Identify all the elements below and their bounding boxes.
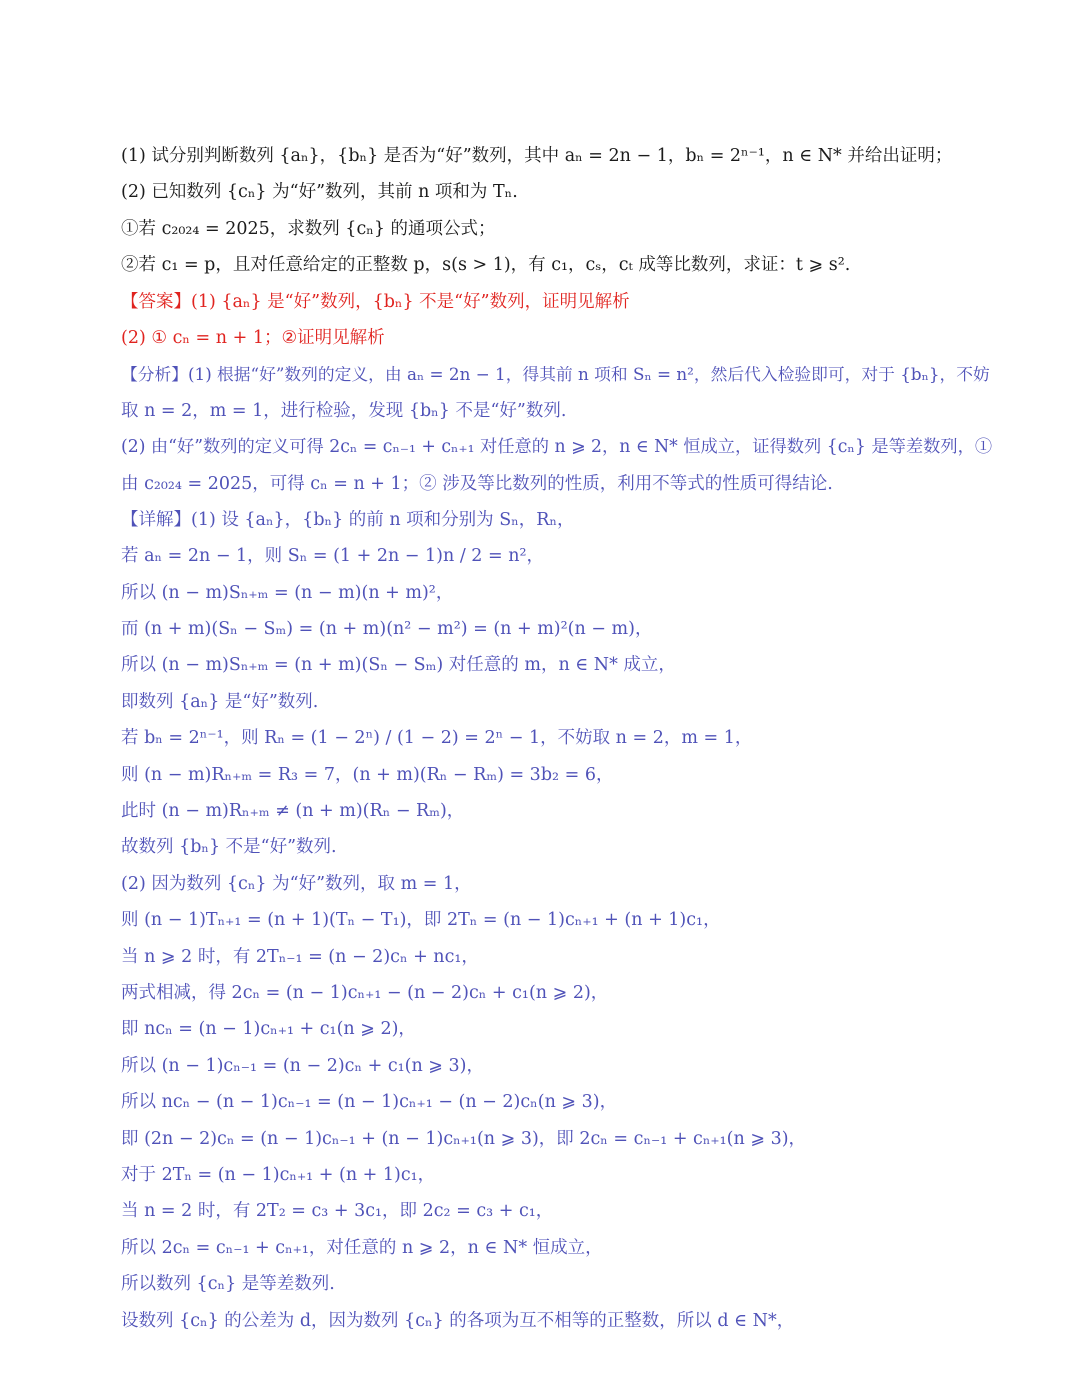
solution-line: 设数列 {cₙ} 的公差为 d，因为数列 {cₙ} 的各项为互不相等的正整数，所以 d ∈ N*， bbox=[121, 1310, 795, 1331]
analysis-line: 【分析】(1) 根据“好”数列的定义，由 aₙ = 2n − 1，得其前 n 项和 Sₙ = n²，然后代入检验即可，对于 {bₙ}，不妨 bbox=[121, 364, 990, 385]
solution-line: 当 n ⩾ 2 时，有 2Tₙ₋₁ = (n − 2)cₙ + nc₁， bbox=[121, 946, 479, 967]
solution-line: 所以 (n − 1)cₙ₋₁ = (n − 2)cₙ + c₁(n ⩾ 3)， bbox=[121, 1055, 484, 1076]
solution-line: 所以 (n − m)Sₙ₊ₘ = (n − m)(n + m)²， bbox=[121, 582, 454, 603]
solution-line: 若 aₙ = 2n − 1，则 Sₙ = (1 + 2n − 1)n / 2 = n²， bbox=[121, 546, 544, 567]
analysis-line: 取 n = 2，m = 1，进行检验，发现 {bₙ} 不是“好”数列. bbox=[121, 400, 567, 421]
answer-line: 【答案】(1) {aₙ} 是“好”数列，{bₙ} 不是“好”数列，证明见解析 bbox=[121, 291, 630, 312]
solution-line: 此时 (n − m)Rₙ₊ₘ ≠ (n + m)(Rₙ − Rₘ)， bbox=[121, 801, 465, 822]
solution-line: 则 (n − 1)Tₙ₊₁ = (n + 1)(Tₙ − T₁)，即 2Tₙ = (n − 1)cₙ₊₁ + (n + 1)c₁， bbox=[121, 910, 721, 931]
question-line: ①若 c₂₀₂₄ = 2025，求数列 {cₙ} 的通项公式； bbox=[121, 218, 496, 239]
solution-line: 当 n = 2 时，有 2T₂ = c₃ + 3c₁，即 2c₂ = c₃ + c₁， bbox=[121, 1201, 554, 1222]
analysis-line: 由 c₂₀₂₄ = 2025，可得 cₙ = n + 1；② 涉及等比数列的性质，利用不等式的性质可得结论. bbox=[121, 473, 833, 494]
question-line: (2) 已知数列 {cₙ} 为“好”数列，其前 n 项和为 Tₙ. bbox=[121, 182, 518, 203]
solution-line: 即 ncₙ = (n − 1)cₙ₊₁ + c₁(n ⩾ 2)， bbox=[121, 1019, 416, 1040]
question-line: ②若 c₁ = p，且对任意给定的正整数 p，s(s > 1)，有 c₁，cₛ，cₜ 成等比数列，求证：t ⩾ s². bbox=[121, 255, 851, 276]
question-line: (1) 试分别判断数列 {aₙ}，{bₙ} 是否为“好”数列，其中 aₙ = 2n − 1，bₙ = 2ⁿ⁻¹，n ∈ N* 并给出证明； bbox=[121, 146, 953, 166]
problem-content bbox=[121, 138, 1001, 1339]
solution-line: 所以 2cₙ = cₙ₋₁ + cₙ₊₁，对任意的 n ⩾ 2，n ∈ N* 恒成立， bbox=[121, 1237, 603, 1258]
solution-line: 两式相减，得 2cₙ = (n − 1)cₙ₊₁ − (n − 2)cₙ + c₁(n ⩾ 2)， bbox=[121, 982, 609, 1003]
solution-line: 所以数列 {cₙ} 是等差数列. bbox=[121, 1274, 335, 1295]
solution-line: 所以 (n − m)Sₙ₊ₘ = (n + m)(Sₙ − Sₘ) 对任意的 m，n ∈ N* 成立， bbox=[121, 655, 676, 676]
solution-line: 若 bₙ = 2ⁿ⁻¹，则 Rₙ = (1 − 2ⁿ) / (1 − 2) = 2ⁿ − 1，不妨取 n = 2，m = 1， bbox=[121, 728, 753, 749]
solution-line: (2) 因为数列 {cₙ} 为“好”数列，取 m = 1， bbox=[121, 873, 472, 894]
solution-line: 【详解】(1) 设 {aₙ}，{bₙ} 的前 n 项和分别为 Sₙ，Rₙ， bbox=[121, 509, 575, 530]
solution-line: 故数列 {bₙ} 不是“好”数列. bbox=[121, 837, 337, 858]
solution-line: 所以 ncₙ − (n − 1)cₙ₋₁ = (n − 1)cₙ₊₁ − (n − 2)cₙ(n ⩾ 3)， bbox=[121, 1092, 618, 1113]
analysis-line: (2) 由“好”数列的定义可得 2cₙ = cₙ₋₁ + cₙ₊₁ 对任意的 n ⩾ 2，n ∈ N* 恒成立，证得数列 {cₙ} 是等差数列，① bbox=[121, 437, 993, 458]
solution-line: 对于 2Tₙ = (n − 1)cₙ₊₁ + (n + 1)c₁， bbox=[121, 1164, 436, 1185]
solution-line: 即 (2n − 2)cₙ = (n − 1)cₙ₋₁ + (n − 1)cₙ₊₁(n ⩾ 3)，即 2cₙ = cₙ₋₁ + cₙ₊₁(n ⩾ 3)， bbox=[121, 1128, 807, 1149]
solution-line: 而 (n + m)(Sₙ − Sₘ) = (n + m)(n² − m²) = (n + m)²(n − m)， bbox=[121, 619, 653, 640]
answer-line: (2) ① cₙ = n + 1；②证明见解析 bbox=[121, 327, 385, 348]
solution-line: 则 (n − m)Rₙ₊ₘ = R₃ = 7，(n + m)(Rₙ − Rₘ) = 3b₂ = 6， bbox=[121, 764, 614, 785]
solution-line: 即数列 {aₙ} 是“好”数列. bbox=[121, 691, 319, 712]
